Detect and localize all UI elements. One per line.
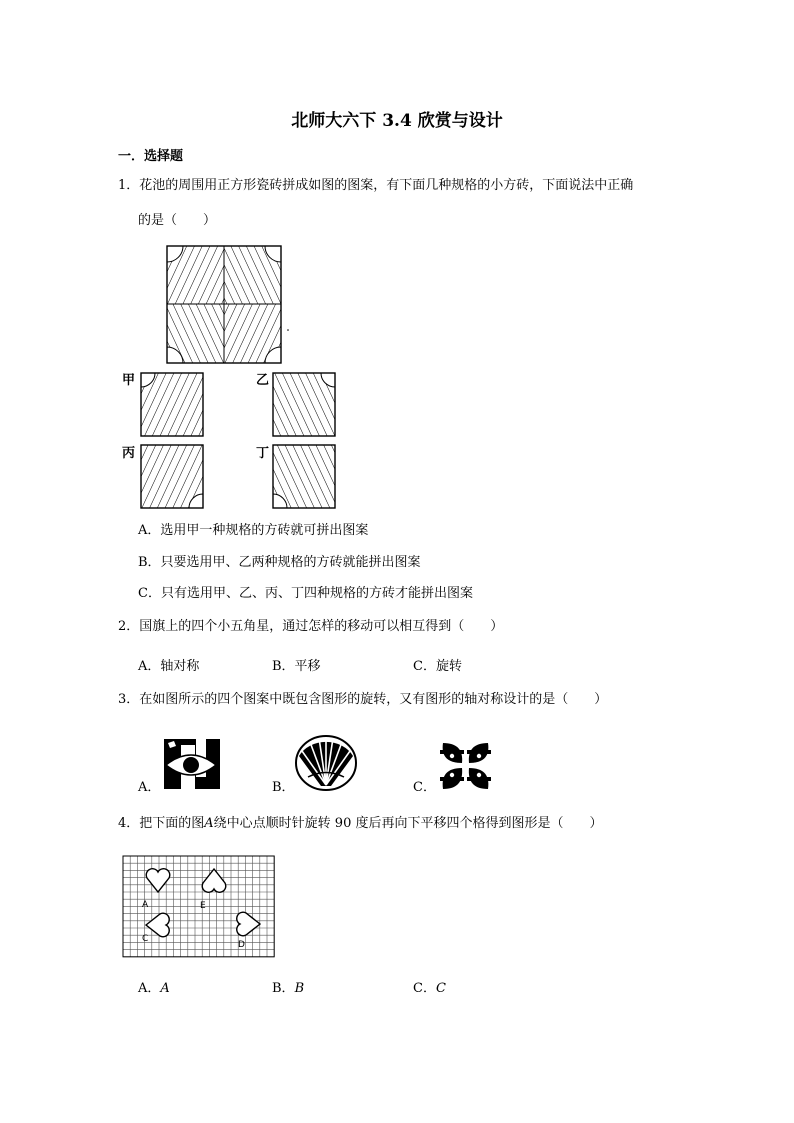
heart-c-icon bbox=[146, 913, 169, 937]
section-heading: 一．选择题 bbox=[118, 149, 184, 164]
tile-label-yi: 乙 bbox=[256, 373, 270, 388]
question-3: 3．在如图所示的四个图案中既包含图形的旋转，又有图形的轴对称设计的是（ ） bbox=[118, 692, 608, 707]
question-2: 2．国旗上的四个小五角星，通过怎样的移动可以相互得到（ ） bbox=[118, 619, 504, 634]
heart-e-icon bbox=[202, 869, 226, 892]
q4-option-b-prefix: B． bbox=[272, 981, 295, 996]
page-title: 北师大六下 3.4 欣赏与设计 bbox=[291, 111, 503, 131]
tile-label-jia: 甲 bbox=[122, 373, 136, 388]
question-4-variable: A bbox=[204, 816, 214, 831]
q4-option-c bbox=[413, 977, 446, 996]
grid-label-d: D bbox=[238, 940, 245, 950]
question-1-line1: 1．花池的周围用正方形瓷砖拼成如图的图案，有下面几种规格的小方砖，下面说法中正确 bbox=[118, 178, 634, 193]
question-4-text-b: 绕中心点顺时针旋转 90 度后再向下平移四个格得到图形是（ ） bbox=[213, 816, 603, 831]
q4-option-a-value: A bbox=[160, 981, 170, 996]
q2-option-a: A．轴对称 bbox=[138, 659, 200, 674]
q3-option-b: B． bbox=[272, 780, 295, 795]
q4-option-b-value: B bbox=[294, 981, 305, 996]
q1-option-a: A．选用甲一种规格的方砖就可拼出图案 bbox=[138, 523, 369, 538]
q4-option-c-prefix: C． bbox=[413, 981, 436, 996]
heart-d-icon bbox=[237, 912, 260, 936]
tile-label-ding: 丁 bbox=[256, 446, 270, 461]
q3-option-c: C． bbox=[413, 780, 436, 795]
grid-label-c: C bbox=[142, 934, 149, 944]
tile-label-bing: 丙 bbox=[122, 446, 136, 461]
question-4-text-a: 4．把下面的图 bbox=[118, 816, 205, 831]
q4-option-b bbox=[272, 977, 304, 996]
grid-label-e: E bbox=[200, 901, 206, 911]
q1-option-c: C．只有选用甲、乙、丙、丁四种规格的方砖才能拼出图案 bbox=[138, 586, 473, 601]
grid-label-a: A bbox=[142, 900, 149, 910]
question-1-line2: 的是（ ） bbox=[138, 213, 217, 228]
q4-option-c-value: C bbox=[435, 981, 446, 996]
q3-option-a: A． bbox=[138, 780, 161, 795]
q1-option-b: B．只要选用甲、乙两种规格的方砖就能拼出图案 bbox=[138, 555, 421, 570]
q4-option-a-prefix: A． bbox=[138, 981, 161, 996]
q2-option-b: B．平移 bbox=[272, 659, 321, 674]
q2-option-c: C．旋转 bbox=[413, 659, 462, 674]
q4-option-a bbox=[138, 977, 170, 996]
